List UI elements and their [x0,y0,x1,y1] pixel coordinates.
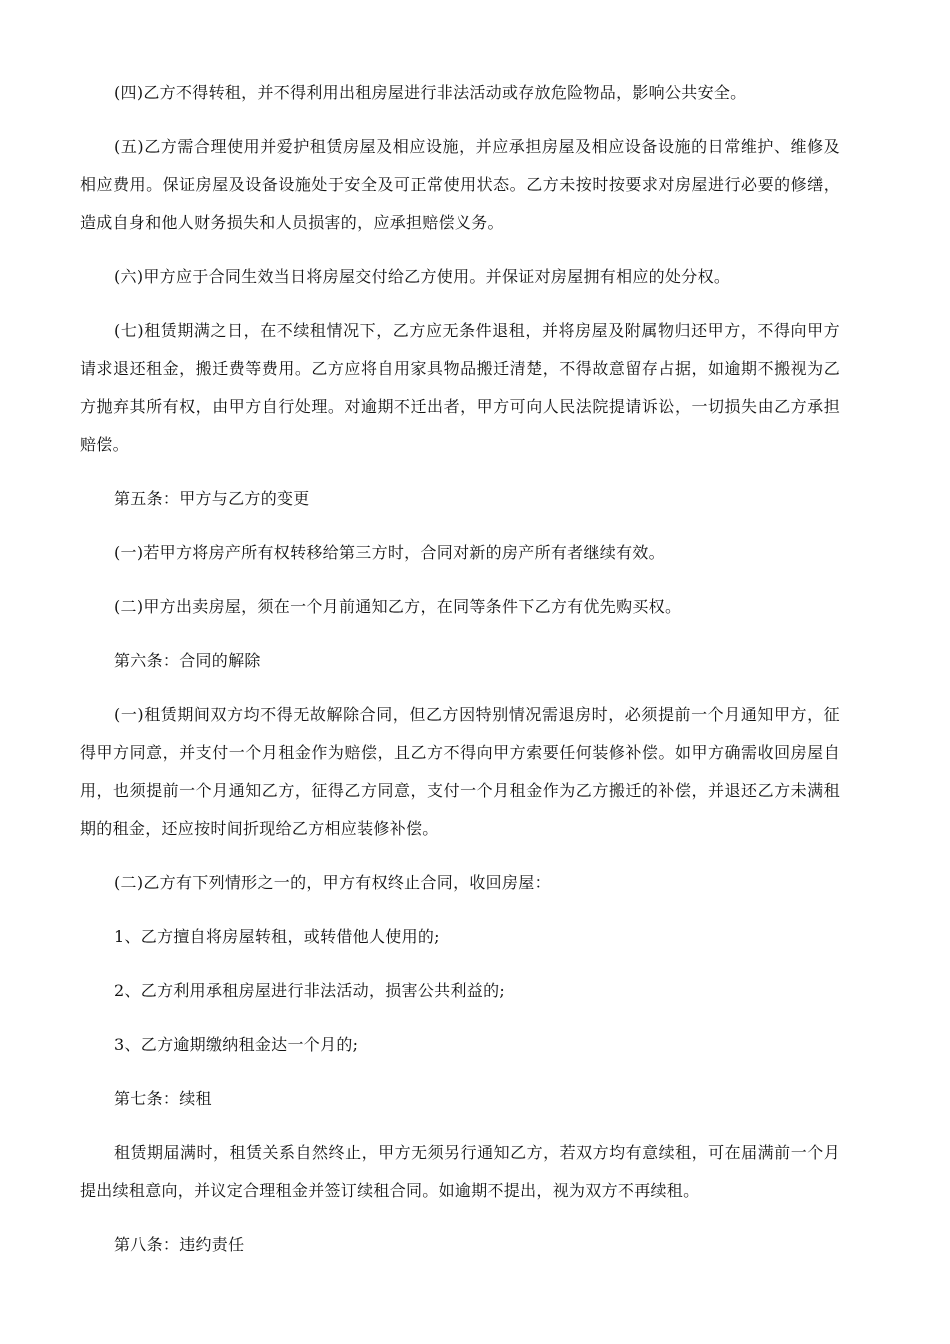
clause-4-5: (五)乙方需合理使用并爱护租赁房屋及相应设施，并应承担房屋及相应设备设施的日常维护、维修及相应费用。保证房屋及设备设施处于安全及可正常使用状态。乙方未按时按要求对房屋进行必要的修缮，造成自身和他人财务损失和人员损害的，应承担赔偿义务。 [80,137,840,232]
article-6-heading: 第六条：合同的解除 [114,651,261,670]
list-item-1: 1、乙方擅自将房屋转租，或转借他人使用的; [114,927,440,946]
article-5-heading: 第五条：甲方与乙方的变更 [114,489,310,508]
clause-5-2: (二)甲方出卖房屋，须在一个月前通知乙方，在同等条件下乙方有优先购买权。 [114,597,682,616]
list-item-3: 3、乙方逾期缴纳租金达一个月的; [114,1035,359,1054]
article-7-heading: 第七条：续租 [114,1089,212,1108]
clause-6-1: (一)租赁期间双方均不得无故解除合同，但乙方因特别情况需退房时，必须提前一个月通知甲方，征得甲方同意，并支付一个月租金作为赔偿，且乙方不得向甲方索要任何装修补偿。如甲方确需收回房屋自用，也须提前一个月通知乙方，征得乙方同意，支付一个月租金作为乙方搬迁的补偿，并退还乙方未满租期的租金，还应按时间折现给乙方相应装修补偿。 [80,705,840,838]
article-8-heading: 第八条：违约责任 [114,1235,245,1254]
clause-4-6: (六)甲方应于合同生效当日将房屋交付给乙方使用。并保证对房屋拥有相应的处分权。 [114,267,731,286]
clause-4-4: (四)乙方不得转租，并不得利用出租房屋进行非法活动或存放危险物品，影响公共安全。 [114,83,747,102]
list-item-2: 2、乙方利用承租房屋进行非法活动，损害公共利益的; [114,981,506,1000]
clause-7-body: 租赁期届满时，租赁关系自然终止，甲方无须另行通知乙方，若双方均有意续租，可在届满前一个月提出续租意向，并议定合理租金并签订续租合同。如逾期不提出，视为双方不再续租。 [80,1143,840,1200]
clause-6-2: (二)乙方有下列情形之一的，甲方有权终止合同，收回房屋： [114,873,551,892]
document-body [80,74,840,1280]
clause-5-1: (一)若甲方将房产所有权转移给第三方时，合同对新的房产所有者继续有效。 [114,543,665,562]
clause-4-7: (七)租赁期满之日，在不续租情况下，乙方应无条件退租，并将房屋及附属物归还甲方，不得向甲方请求退还租金，搬迁费等费用。乙方应将自用家具物品搬迁清楚，不得故意留存占据，如逾期不搬视为乙方抛弃其所有权，由甲方自行处理。对逾期不迁出者，甲方可向人民法院提请诉讼，一切损失由乙方承担赔偿。 [80,321,840,454]
